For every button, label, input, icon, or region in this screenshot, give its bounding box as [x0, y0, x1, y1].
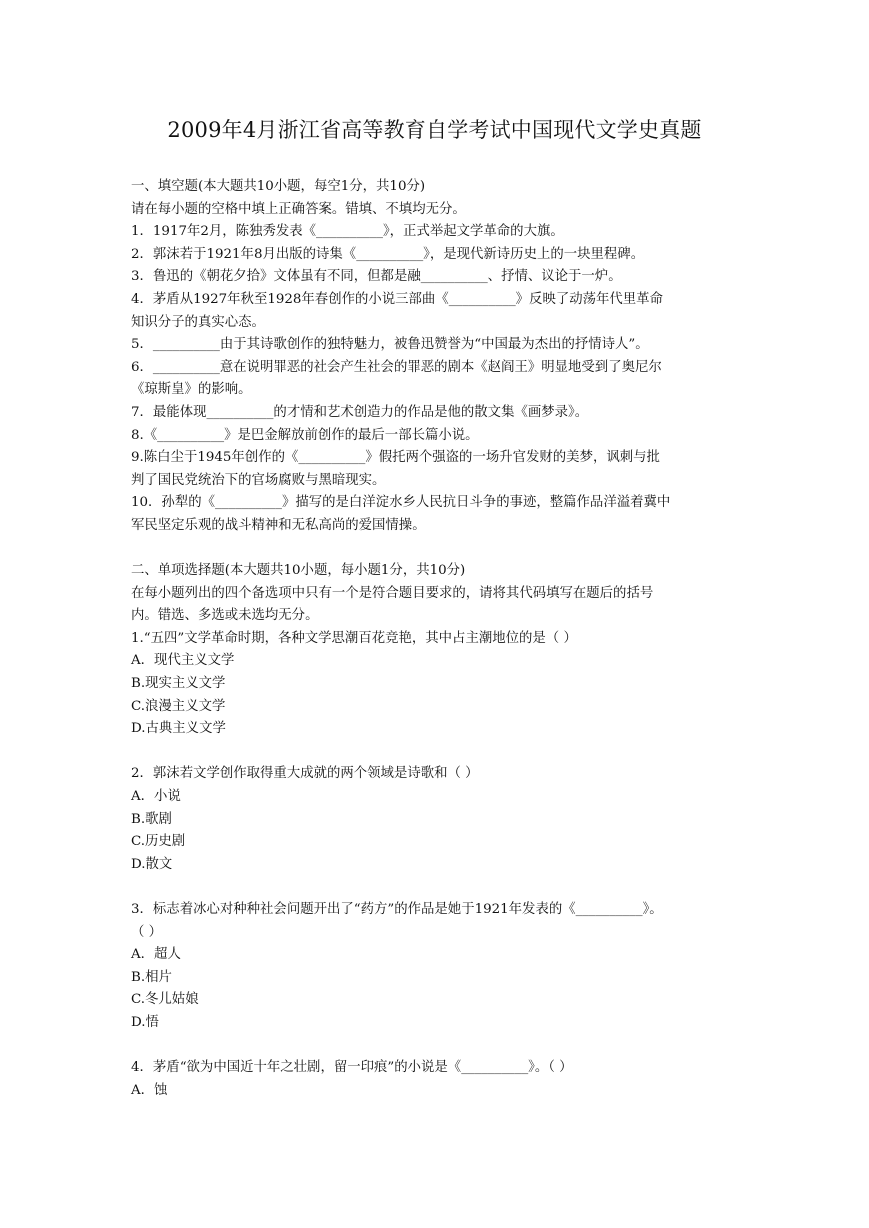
question-stem: 1.“五四”文学革命时期，各种文学思潮百花竞艳，其中占主潮地位的是（ ） — [131, 630, 577, 646]
fill-blank-line: 4．茅盾从1927年秋至1928年春创作的小说三部曲《__________》反映了动荡年代里革命 — [131, 291, 663, 307]
fill-blank-line: 7．最能体现__________的才情和艺术创造力的作品是他的散文集《画梦录》。 — [131, 404, 589, 420]
fill-blank-line: 2．郭沫若于1921年8月出版的诗集《__________》，是现代新诗历史上的一块里程碑。 — [131, 246, 645, 262]
fill-blank-line: 《琼斯皇》的影响。 — [131, 382, 252, 398]
fill-blank-line: 5．__________由于其诗歌创作的独特魅力，被鲁迅赞誉为“中国最为杰出的抒情诗人”。 — [131, 337, 649, 353]
option-item: C.历史剧 — [131, 834, 186, 850]
option-item: C.冬儿姑娘 — [131, 992, 199, 1008]
option-item: D.古典主义文学 — [131, 721, 226, 737]
option-item: A．小说 — [131, 789, 181, 805]
question-stem: 2．郭沫若文学创作取得重大成就的两个领域是诗歌和（ ） — [131, 766, 479, 782]
question-stem: 4．茅盾“欲为中国近十年之壮剧，留一印痕”的小说是《__________》。（ ） — [131, 1060, 573, 1076]
option-item: D.悟 — [131, 1014, 159, 1030]
option-item: A．现代主义文学 — [131, 653, 235, 669]
option-item: A．蚀 — [131, 1082, 168, 1098]
question-spacer — [131, 1035, 743, 1058]
option-item: A．超人 — [131, 947, 181, 963]
section-2-instruction: 在每小题列出的四个备选项中只有一个是符合题目要求的，请将其代码填写在题后的括号 — [131, 585, 654, 601]
section-1-instruction: 请在每小题的空格中填上正确答案。错填、不填均无分。 — [131, 201, 466, 217]
option-item: D.散文 — [131, 856, 173, 872]
fill-blank-line: 3．鲁迅的《朝花夕拾》文体虽有不同，但都是融__________、抒情、议论于一炉。 — [131, 269, 622, 285]
fill-blank-line: 1．1917年2月，陈独秀发表《__________》，正式举起文学革命的大旗。 — [131, 224, 564, 240]
question-stem: 3．标志着冰心对种种社会问题开出了“药方”的作品是她于1921年发表的《__________》。 — [131, 902, 663, 917]
section-1-heading: 一、填空题(本大题共10小题，每空1分，共10分) — [131, 179, 426, 194]
question-stem: （ ） — [131, 924, 163, 940]
question-spacer — [131, 741, 743, 764]
fill-blank-line: 判了国民党统治下的官场腐败与黑暗现实。 — [131, 472, 386, 488]
fill-blank-line: 10．孙犁的《__________》描写的是白洋淀水乡人民抗日斗争的事迹，整篇作品洋溢着冀中 — [131, 495, 671, 511]
fill-blank-line: 8.《__________》是巴金解放前创作的最后一部长篇小说。 — [131, 427, 479, 443]
option-item: B.相片 — [131, 969, 172, 985]
option-item: B.歌剧 — [131, 811, 172, 827]
section-2-heading: 二、单项选择题(本大题共10小题，每小题1分，共10分) — [131, 563, 466, 579]
fill-blank-line: 知识分子的真实心态。 — [131, 314, 265, 330]
option-item: B.现实主义文学 — [131, 676, 226, 692]
fill-blank-line: 军民坚定乐观的战斗精神和无私高尚的爱国情操。 — [131, 517, 426, 533]
page-title: 2009年4月浙江省高等教育自学考试中国现代文学史真题 — [167, 118, 702, 142]
question-spacer — [131, 876, 743, 899]
document-body — [131, 176, 743, 1102]
fill-blank-line: 9.陈白尘于1945年创作的《__________》假托两个强盗的一场升官发财的美梦，讽刺与批 — [131, 450, 660, 466]
option-item: C.浪漫主义文学 — [131, 698, 226, 714]
section-spacer — [131, 538, 743, 561]
section-2-instruction: 内。错选、多选或未选均无分。 — [131, 608, 319, 624]
fill-blank-line: 6．__________意在说明罪恶的社会产生社会的罪恶的剧本《赵阎王》明显地受到了奥尼尔 — [131, 359, 662, 375]
